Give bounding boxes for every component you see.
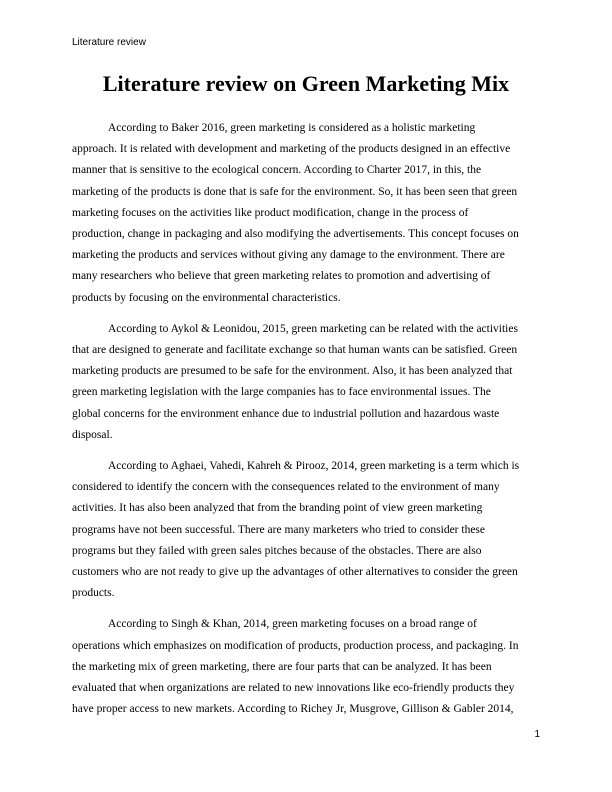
text-line: marketing focuses on the activities like product modification, change in the process of <box>72 206 469 219</box>
page-number: 1 <box>534 729 540 740</box>
paragraph <box>72 319 540 446</box>
text-line: evaluated that when organizations are related to new innovations like eco-friendly products they <box>72 682 515 695</box>
text-line: production, change in packaging and also modifying the advertisements. This concept focuses on <box>72 228 519 241</box>
text-line: operations which emphasizes on modification of products, production process, and packaging. In <box>72 639 519 652</box>
text-line: the marketing mix of green marketing, there are four parts that can be analyzed. It has been <box>72 660 492 673</box>
text-line: customers who are not ready to give up the advantages of other alternatives to consider the green <box>72 566 518 579</box>
text-line: disposal. <box>72 428 113 441</box>
text-line: programs but they failed with green sales pitches because of the obstacles. There are also <box>72 544 482 557</box>
paragraph <box>72 456 540 604</box>
text-line: According to Baker 2016, green marketing is considered as a holistic marketing <box>108 122 476 134</box>
text-line: global concerns for the environment enhance due to industrial pollution and hazardous waste <box>72 407 500 420</box>
document-title: Literature review on Green Marketing Mix <box>102 71 510 96</box>
text-line: According to Singh & Khan, 2014, green marketing focuses on a broad range of <box>108 618 477 631</box>
text-line: According to Aghaei, Vahedi, Kahreh & Pirooz, 2014, green marketing is a term which is <box>108 460 520 473</box>
text-line: programs have not been successful. There are many marketers who tried to consider these <box>72 523 486 536</box>
paragraph <box>72 118 540 309</box>
text-line: marketing the products and services without giving any damage to the environment. There are <box>72 249 505 262</box>
text-line: marketing products are presumed to be safe for the environment. Also, it has been analyzed that <box>72 365 513 378</box>
text-line: products by focusing on the environmental characteristics. <box>72 291 341 304</box>
text-line: approach. It is related with development and marketing of the products designed in an effective <box>72 143 511 156</box>
text-line: have proper access to new markets. According to Richey Jr, Musgrove, Gillison & Gabler 2014, <box>72 703 514 716</box>
text-line: many researchers who believe that green marketing relates to promotion and advertising of <box>72 270 491 283</box>
text-line: activities. It has also been analyzed that from the branding point of view green marketing <box>72 502 483 515</box>
text-line: marketing of the products is done that is safe for the environment. So, it has been seen that green <box>72 185 518 198</box>
text-line: that are designed to generate and facilitate exchange so that human wants can be satisfied. Green <box>72 344 518 357</box>
text-line: products. <box>72 587 115 600</box>
text-line: considered to identify the concern with the consequences related to the environment of many <box>72 481 500 494</box>
running-header: Literature review <box>72 37 146 48</box>
text-line: green marketing legislation with the large companies has to face environmental issues. The <box>72 386 491 399</box>
paragraph <box>72 614 540 720</box>
text-line: According to Aykol & Leonidou, 2015, green marketing can be related with the activities <box>108 322 518 335</box>
text-line: manner that is sensitive to the ecological concern. According to Charter 2017, in this, the <box>72 164 482 177</box>
document-body <box>72 118 540 730</box>
